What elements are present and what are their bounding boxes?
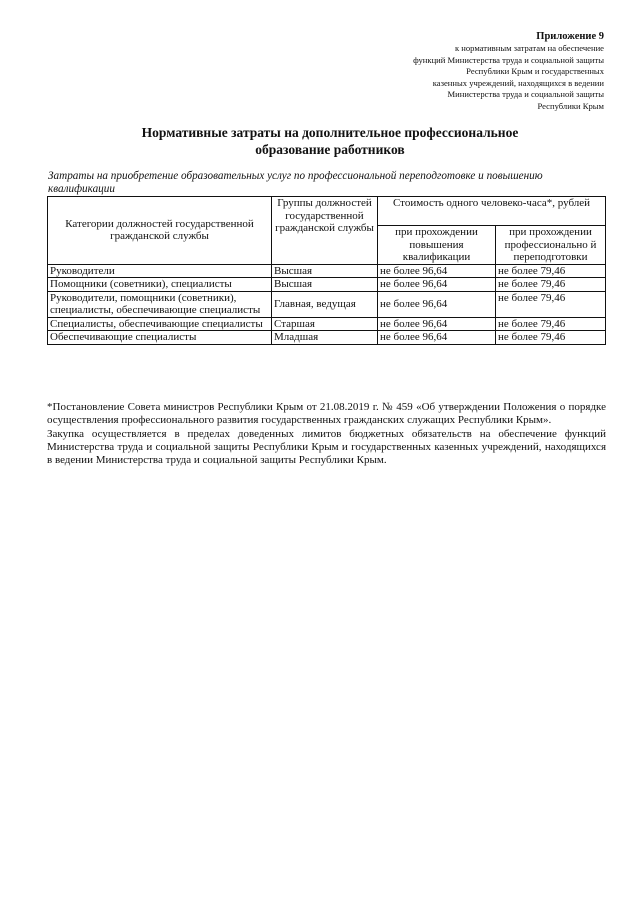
table-row: [48, 264, 606, 278]
table-row: [48, 317, 606, 331]
cell-category: Помощники (советники), специалисты: [48, 278, 272, 292]
table-caption: Затраты на приобретение образовательных услуг по профессиональной переподготовке и повышению квалификации: [48, 170, 543, 195]
appendix-line: к нормативным затратам на обеспечение: [454, 43, 604, 53]
procurement-note: Закупка осуществляется в пределах доведенных лимитов бюджетных обязательств на обеспечение функций Министерства труда и социальной защиты Республики Крым и государственных казенных учреждений, находящихся в ведении Министерства труда и социальной защиты Республики Крым.: [47, 428, 606, 466]
cell-category: Руководители, помощники (советники), специалисты, обеспечивающие специалисты: [48, 291, 272, 317]
header-cost-qualification: при прохождении повышения квалификации: [378, 226, 496, 265]
cell-retraining: не более 79,46: [496, 291, 606, 317]
cell-retraining: не более 79,46: [496, 331, 606, 345]
title-line: образование работников: [255, 142, 405, 157]
appendix-line: Республики Крым и государственных: [466, 66, 604, 77]
cell-category: Специалисты, обеспечивающие специалисты: [48, 317, 272, 331]
cell-group: Высшая: [272, 278, 378, 292]
appendix-line: функций Министерства труда и социальной защиты: [413, 54, 604, 65]
cell-group: Главная, ведущая: [272, 291, 378, 317]
appendix-header: [344, 30, 604, 113]
cell-qualification: не более 96,64: [378, 331, 496, 345]
appendix-line: казенных учреждений, находящихся в ведении: [432, 77, 604, 88]
document-title: [40, 124, 620, 158]
table-row: [48, 331, 606, 345]
cell-qualification: не более 96,64: [378, 317, 496, 331]
appendix-line: Республики Крым: [537, 100, 604, 111]
table-header-row: [48, 197, 606, 226]
cell-group: Старшая: [272, 317, 378, 331]
cell-group: Высшая: [272, 264, 378, 278]
cell-qualification: не более 96,64: [378, 264, 496, 278]
title-line: Нормативные затраты на дополнительное профессиональное: [141, 125, 519, 140]
footnote-block: [47, 401, 606, 468]
header-cost-retraining: при прохождении профессионально й переподготовки: [496, 226, 606, 265]
header-cost: Стоимость одного человеко-часа*, рублей: [378, 197, 606, 226]
cell-category: Обеспечивающие специалисты: [48, 331, 272, 345]
header-group: Группы должностей государственной гражданской службы: [272, 197, 378, 265]
cell-retraining: не более 79,46: [496, 317, 606, 331]
header-category: Категории должностей государственной гражданской службы: [48, 197, 272, 265]
cell-retraining: не более 79,46: [496, 278, 606, 292]
cell-qualification: не более 96,64: [378, 291, 496, 317]
appendix-number: Приложение 9: [536, 31, 604, 42]
costs-table: [47, 196, 606, 345]
appendix-line: Министерства труда и социальной защиты: [447, 89, 604, 100]
cell-retraining: не более 79,46: [496, 264, 606, 278]
cell-category: Руководители: [48, 264, 272, 278]
cell-group: Младшая: [272, 331, 378, 345]
cell-qualification: не более 96,64: [378, 278, 496, 292]
table-row: [48, 278, 606, 292]
table-row: [48, 291, 606, 317]
footnote: *Постановление Совета министров Республики Крым от 21.08.2019 г. № 459 «Об утверждении Положения о порядке осуществления профессионального развития государственных гражданских служащих Республики Крым».: [47, 401, 606, 426]
